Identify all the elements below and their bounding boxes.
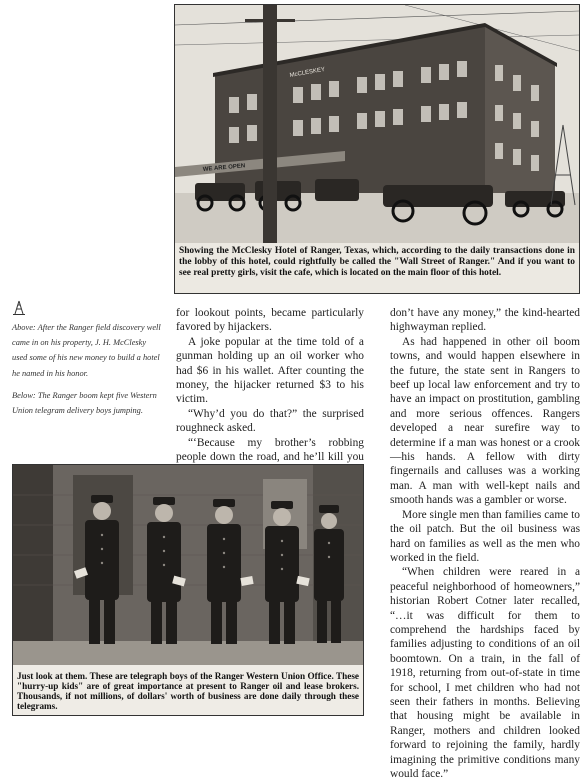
building-sign: McCLESKEY [289,66,326,79]
hotel-photo-scene [175,5,579,243]
paragraph: As had happened in other oil boom towns, and would happen elsewhere in the future, the state sent in Rangers to beef up local law enforcement and try to have an impact on prostitution, gambling and more serious offences. Rangers developed a near surefire way to determine if a man was honest or a crook—his hands. A fellow with dirty fingernails and calluses was a working man. A man with well-kept nails and smooth hands was a gambler or worse. [390,335,580,507]
paragraph: “‘Because my brother’s robbing people down the road, and he’ll kill you [176,436,364,464]
paragraph: for lookout points, became particularly favored by hijackers. [176,307,364,334]
hotel-photo [174,4,580,294]
body-column-right [390,306,580,781]
body-column-middle [176,306,364,479]
oil-derrick-icon [12,300,26,316]
telegraph-boys-caption [17,671,359,711]
paragraph: “When children were reared in a peaceful neighborhood of homeowners,” historian Robert Cotner later recalled, “…it was difficult for them to comprehend the hardships faced by families adjusting to conditions of an oil boomtown. On a train, in the fall of 1918, returning from out-of-state in time for school, I met children who had not seen their fathers in months. Believing that housing might be available in Ranger, mothers and children looked forward to rejoining the family, hardly imagining the primitive conditions many would face.” [390,566,580,780]
paragraph: don’t have any money,” the kind-hearted highwayman replied. [390,307,580,334]
paragraph: More single men than families came to the oil patch. But the oil business was hard on families as well as the men who worked in the field. [390,508,580,564]
caption-text: Just look at them. These are telegraph boys of the Ranger Western Union Office. These "hurry-up kids" are of great importance at present to Ranger oil and lease brokers. Thousands, if not millions, of dollars' worth of business are done daily through these telegrams. [17,671,359,711]
telegraph-boys-scene [13,465,363,665]
paragraph: A joke popular at the time told of a gunman holding up an oil worker who had $6 in his wallet. After counting the money, the hijacker returned $3 to his victim. [176,335,364,406]
hotel-photo-caption: Showing the McClesky Hotel of Ranger, Texas, which, according to the daily transactions done in the lobby of this hotel, could rightfully be called the "Wall Street of Ranger." And if you want to see real pretty girls, visit the cafe, which is located on the main floor of this hotel. [179,246,575,278]
paragraph: “Why’d you do that?” the surprised roughneck asked. [176,407,364,435]
telegraph-boys-photo [12,464,364,716]
caption-above: Above: After the Ranger field discovery well came in on his property, J. H. McClesky used some of his new money to build a hotel he named in his honor. [12,323,161,378]
caption-below: Below: The Ranger boom kept five Western Union telegram delivery boys jumping. [12,391,157,416]
awning-sign: WE ARE OPEN [202,163,246,173]
